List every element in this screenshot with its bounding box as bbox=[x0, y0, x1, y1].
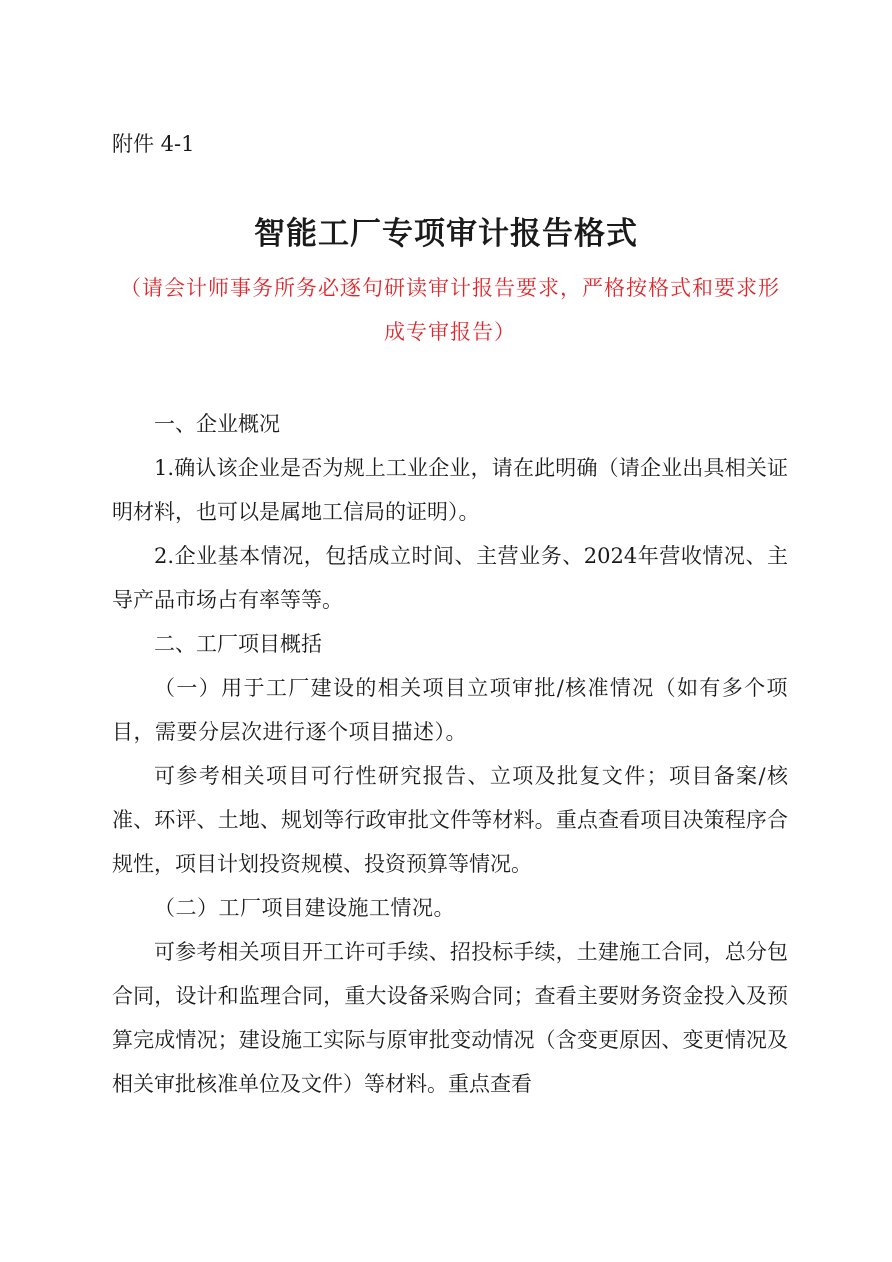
section-heading-company-overview: 一、企业概况 bbox=[154, 412, 280, 436]
paragraph-construction-reference: 可参考相关项目开工许可手续、招投标手续，土建施工合同，总分包合同，设计和监理合同，重大设备采购合同；查看主要财务资金投入及预算完成情况；建设施工实际与原审批变动情况（含变更原因、变更情况及相关审批核准单位及文件）等材料。重点查看 bbox=[112, 940, 788, 1096]
document-title: 智能工厂专项审计报告格式 bbox=[254, 216, 638, 252]
paragraph-project-approval: （一）用于工厂建设的相关项目立项审批/核准情况（如有多个项目，需要分层次进行逐个项目描述）。 bbox=[112, 676, 788, 744]
instruction-note: （请会计师事务所务必逐句研读审计报告要求，严格按格式和要求形成专审报告） bbox=[120, 276, 780, 344]
paragraph-confirm-enterprise: 1.确认该企业是否为规上工业企业，请在此明确（请企业出具相关证明材料，也可以是属地工信局的证明）。 bbox=[112, 456, 788, 524]
paragraph-approval-reference: 可参考相关项目可行性研究报告、立项及批复文件；项目备案/核准、环评、土地、规划等行政审批文件等材料。重点查看项目决策程序合规性，项目计划投资规模、投资预算等情况。 bbox=[112, 764, 788, 876]
section-heading-project-overview: 二、工厂项目概括 bbox=[154, 632, 322, 656]
document-body bbox=[112, 402, 788, 1106]
attachment-label: 附件 4-1 bbox=[112, 132, 195, 156]
paragraph-construction-status: （二）工厂项目建设施工情况。 bbox=[154, 896, 455, 920]
paragraph-basic-info: 2.企业基本情况，包括成立时间、主营业务、2024年营收情况、主导产品市场占有率等等。 bbox=[112, 544, 788, 612]
